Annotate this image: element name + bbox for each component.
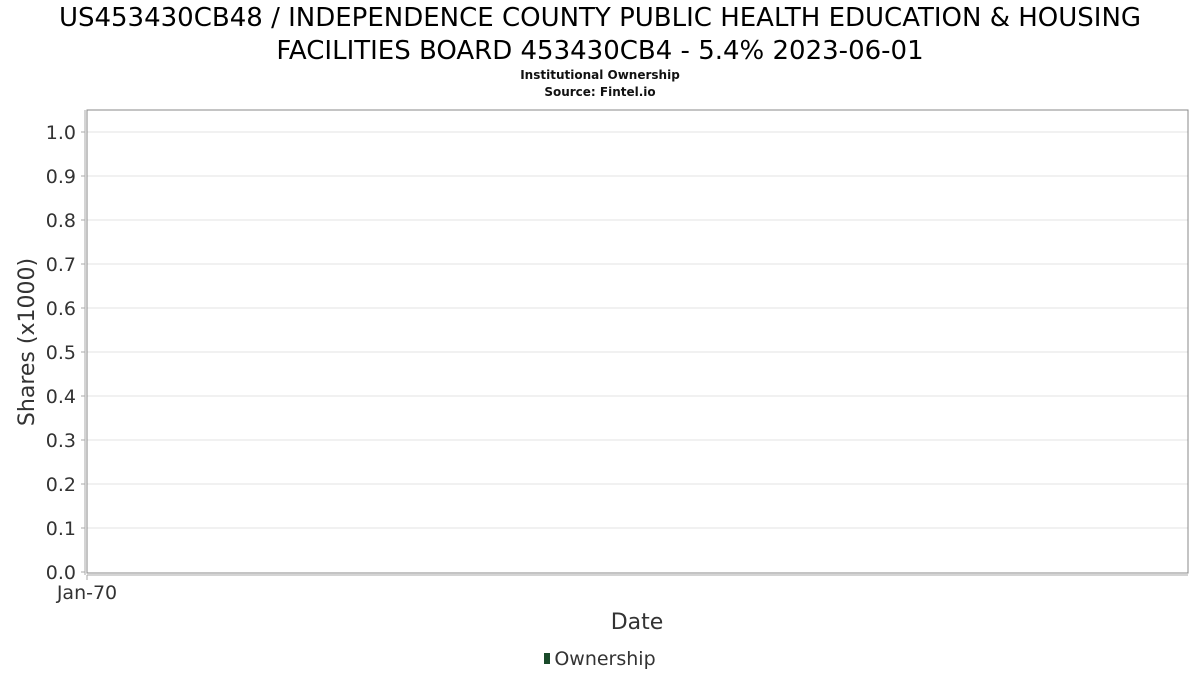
y-axis-ticks: [46, 122, 85, 584]
chart-subtitle: Institutional Ownership: [520, 68, 680, 82]
legend: [0, 647, 1200, 671]
y-axis-title: Shares (x1000): [15, 257, 40, 427]
y-tick-label: 0.3: [45, 430, 76, 452]
legend-label-ownership: Ownership: [554, 648, 656, 670]
grid-lines: [87, 132, 1188, 528]
y-tick-label: 0.0: [45, 562, 76, 584]
y-tick-label: 0.2: [45, 474, 76, 496]
chart-title-line-2: FACILITIES BOARD 453430CB4 - 5.4% 2023-06-01: [276, 36, 924, 66]
y-tick-label: 0.7: [45, 254, 76, 276]
y-tick-label: 0.1: [45, 518, 76, 540]
y-tick-label: 1.0: [45, 122, 76, 144]
y-tick-label: 0.9: [45, 166, 76, 188]
x-tick-label: Jan-70: [56, 582, 118, 604]
plot-area-frame: [87, 110, 1188, 573]
chart-source: Source: Fintel.io: [544, 85, 656, 99]
y-tick-label: 0.4: [45, 386, 76, 408]
y-tick-label: 0.8: [45, 210, 76, 232]
chart-title-line-1: US453430CB48 / INDEPENDENCE COUNTY PUBLIC HEALTH EDUCATION & HOUSING: [58, 3, 1142, 33]
legend-swatch-ownership: [544, 653, 550, 664]
y-tick-label: 0.6: [45, 298, 76, 320]
y-tick-label: 0.5: [45, 342, 76, 364]
x-axis-title: Date: [610, 610, 664, 635]
